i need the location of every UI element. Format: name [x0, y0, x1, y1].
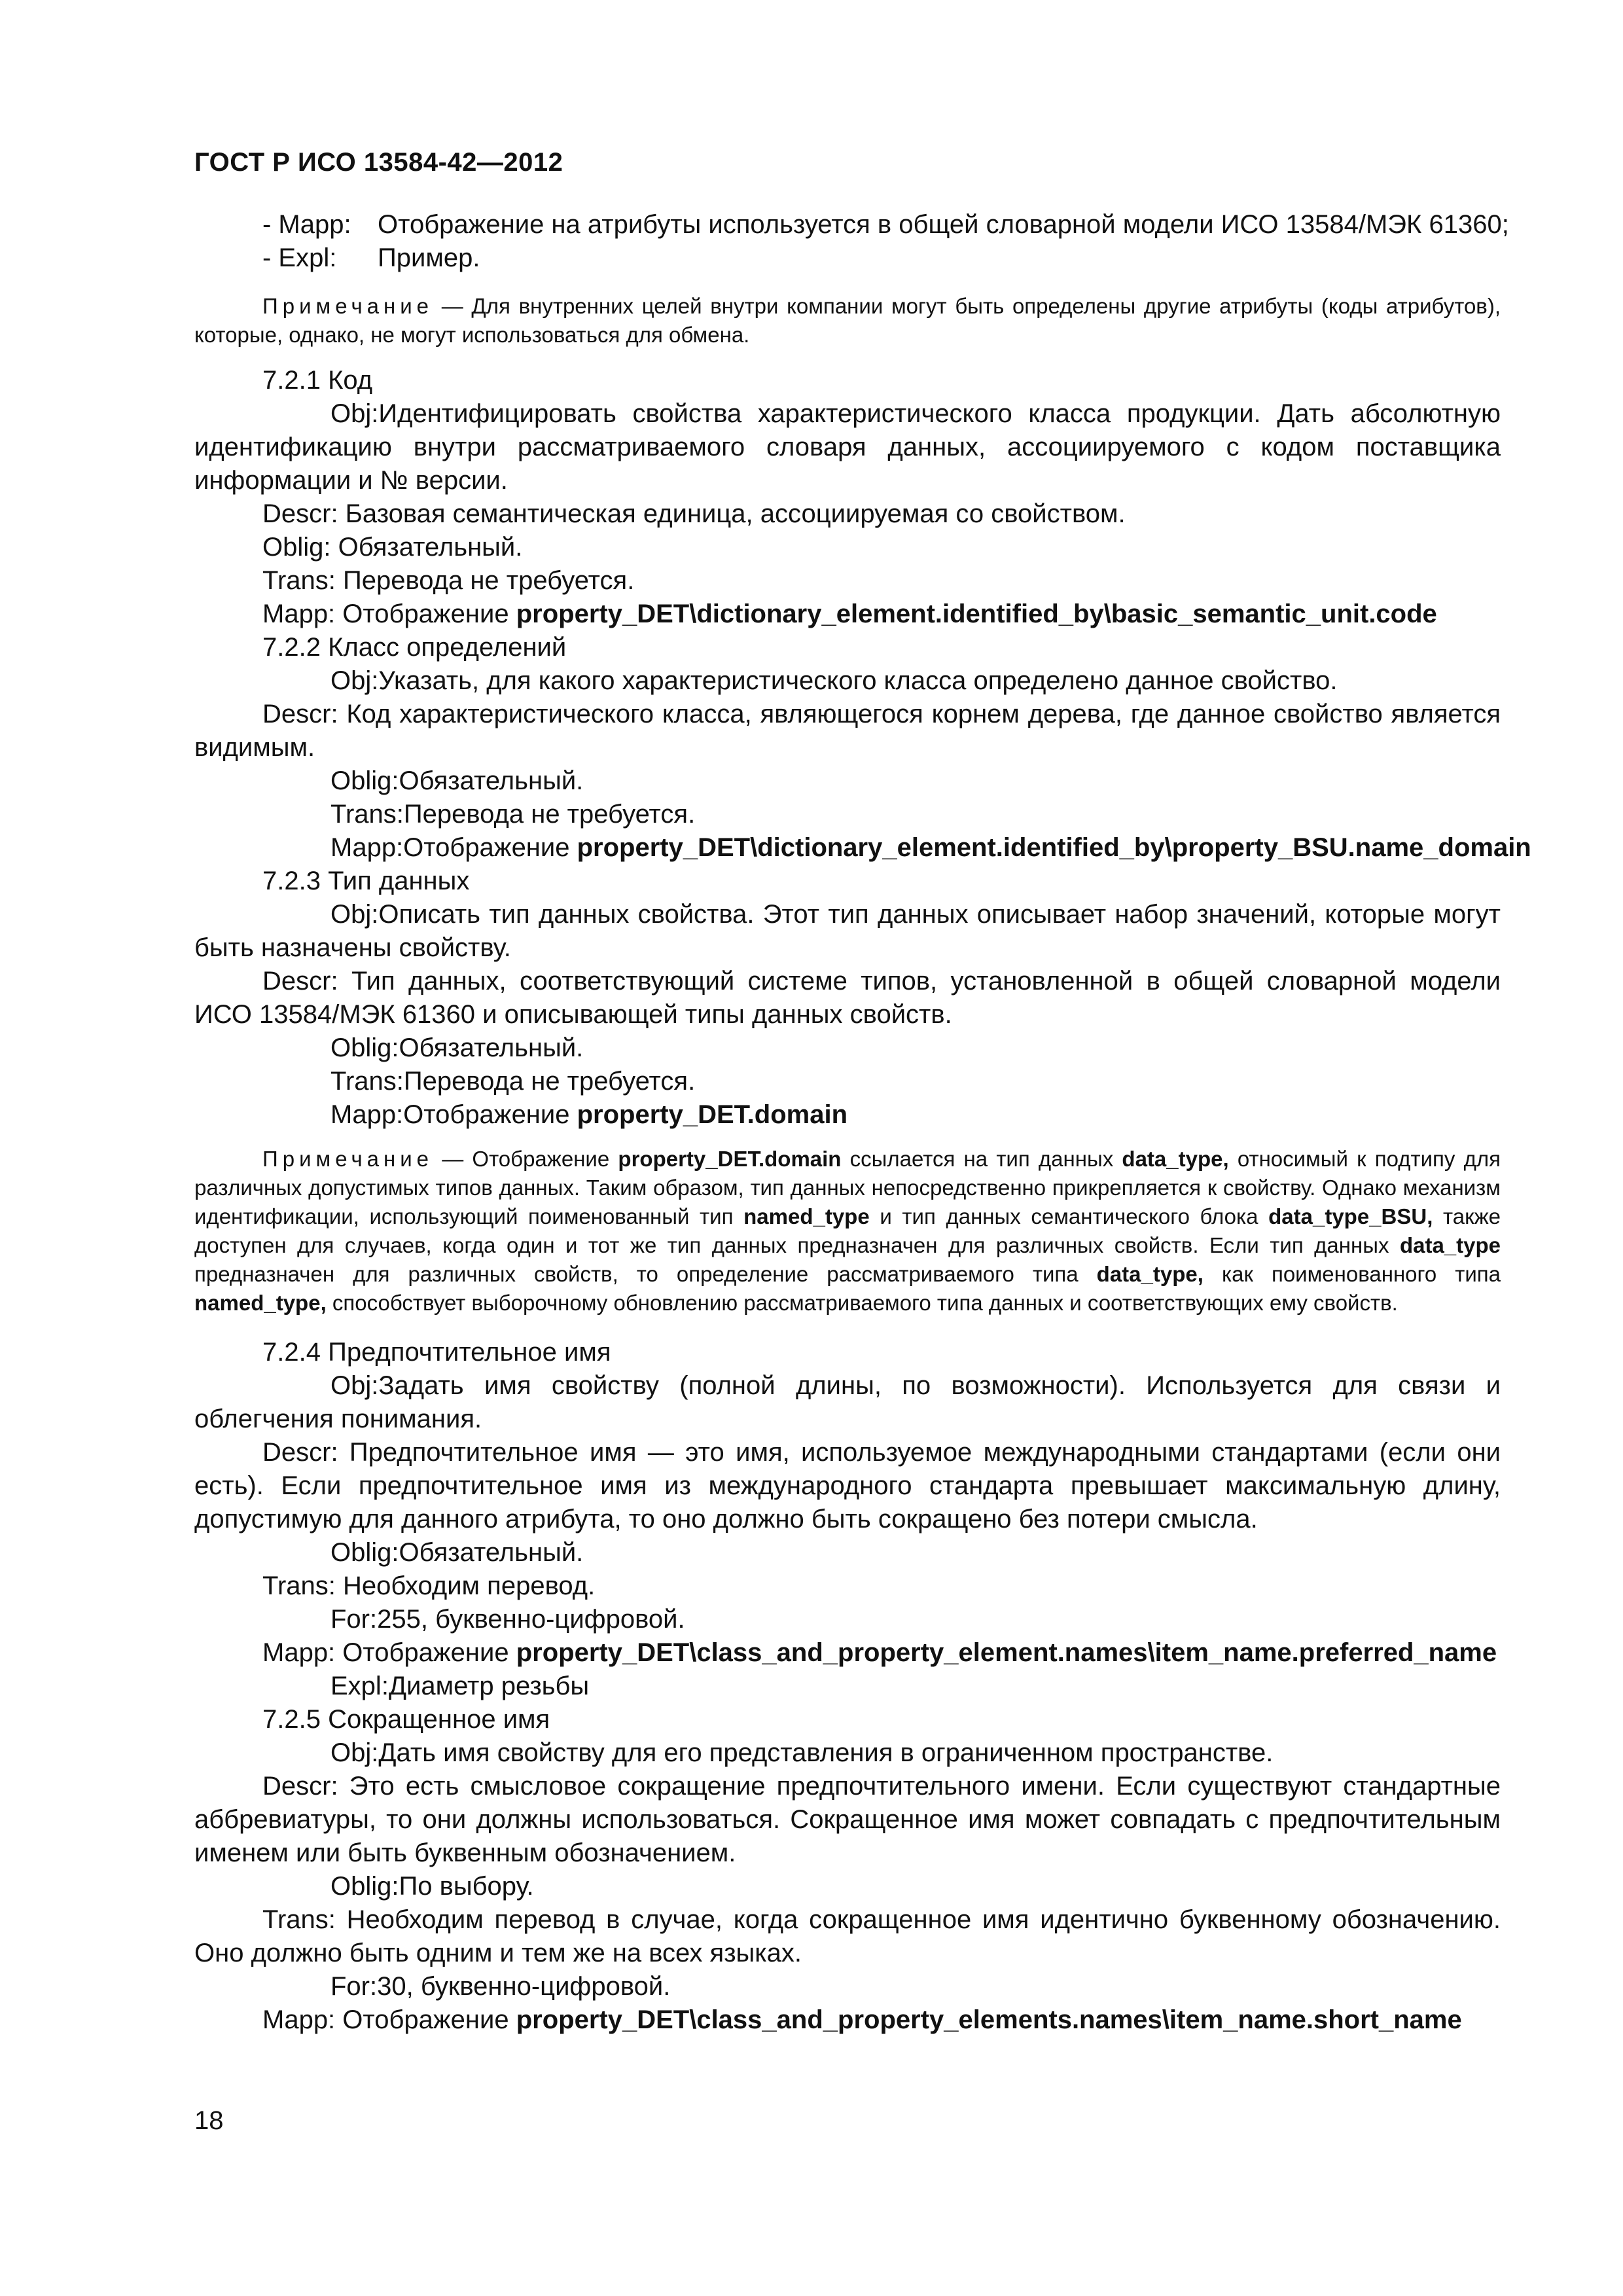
- trans-paragraph: Trans: Перевода не требуется.: [262, 566, 635, 595]
- field-value: 30, буквенно-цифровой.: [377, 1972, 671, 2001]
- note: [194, 292, 1501, 350]
- oblig-paragraph: [194, 764, 1501, 798]
- mapp-prefix: Отображение: [403, 1100, 577, 1129]
- note-text: также доступен для случаев, когда один и тот же тип данных предназначен для различных свойств. Если тип данных: [194, 1204, 1501, 1257]
- field-key: Mapp:: [330, 833, 404, 862]
- page-number: 18: [194, 2106, 224, 2135]
- for-paragraph: [194, 1603, 1501, 1636]
- mapp-path: property_DET\class_and_property_element.names\item_name.preferred_name: [516, 1638, 1497, 1667]
- mapp-path: property_DET.domain: [577, 1100, 848, 1129]
- field-value: По выбору.: [399, 1872, 534, 1901]
- field-value: Обязательный.: [399, 1538, 584, 1567]
- item-key: - Expl:: [262, 243, 337, 272]
- item-text: Отображение на атрибуты используется в общей словарной модели ИСО 13584/МЭК 61360;: [378, 210, 1509, 239]
- trans-paragraph: Trans: Необходим перевод.: [262, 1571, 596, 1600]
- field-value: Диаметр резьбы: [388, 1672, 590, 1700]
- item-key: - Mapp:: [262, 210, 351, 239]
- mapp-paragraph: [194, 1636, 1501, 1670]
- mapp-prefix: Отображение: [403, 833, 577, 862]
- oblig-paragraph: [194, 1031, 1501, 1065]
- field-value: Описать тип данных свойства. Этот тип данных описывает набор значений, которые могут быть назначены свойству.: [194, 900, 1501, 962]
- section-heading-7-2-3: 7.2.3 Тип данных: [262, 867, 470, 895]
- descr-paragraph: Descr: Базовая семантическая единица, ассоциируемая со свойством.: [262, 499, 1126, 528]
- descr-paragraph: Descr: Это есть смысловое сокращение предпочтительного имени. Если существуют стандартные аббревиатуры, то они должны использоваться. Сокращенное имя может совпадать с предпочтительным именем или быть буквенным обозначением.: [194, 1772, 1501, 1867]
- trans-paragraph: [194, 1065, 1501, 1098]
- mapp-path: property_DET\dictionary_element.identified_by\basic_semantic_unit.code: [516, 600, 1437, 628]
- descr-paragraph: Descr: Предпочтительное имя — это имя, используемое международными стандартами (если они есть). Если предпочтительное имя из международного стандарта превышает максимальную длину, допустимую для данного атрибута, то оно должно быть сокращено без потери смысла.: [194, 1438, 1501, 1534]
- obj-paragraph: [194, 397, 1501, 497]
- field-key: For:: [330, 1605, 378, 1634]
- field-value: Перевода не требуется.: [403, 1067, 696, 1096]
- mapp-paragraph: [194, 598, 1501, 631]
- mapp-path: property_DET\dictionary_element.identified_by\property_BSU.name_domain: [577, 833, 1531, 862]
- trans-paragraph: [194, 798, 1501, 831]
- document-header: ГОСТ Р ИСО 13584-42—2012: [194, 148, 563, 177]
- obj-paragraph: [194, 1736, 1501, 1770]
- field-value: 255, буквенно-цифровой.: [377, 1605, 685, 1634]
- field-key: Oblig:: [330, 766, 399, 795]
- oblig-paragraph: Oblig: Обязательный.: [262, 533, 523, 562]
- note-text: относимый к подтипу для различных допустимых типов данных. Таким образом, тип данных непосредственно прикрепляется к свойству. Однако механизм идентификации, использующий поименованный тип: [194, 1147, 1501, 1229]
- descr-paragraph: Descr: Код характеристического класса, являющегося корнем дерева, где данное свойство является видимым.: [194, 700, 1501, 762]
- field-key: Oblig:: [330, 1033, 399, 1062]
- note-label: Примечание: [262, 294, 434, 318]
- for-paragraph: [194, 1970, 1501, 2003]
- field-value: Дать имя свойству для его представления в ограниченном пространстве.: [378, 1738, 1274, 1767]
- field-key: Obj:: [330, 900, 379, 929]
- mapp-prefix: Mapp: Отображение: [262, 600, 516, 628]
- section-heading-7-2-1: 7.2.1 Код: [262, 366, 373, 395]
- note-term: named_type: [743, 1204, 870, 1229]
- oblig-paragraph: [194, 1870, 1501, 1903]
- note-term: property_DET.domain: [618, 1147, 842, 1171]
- section-heading-7-2-5: 7.2.5 Сокращенное имя: [262, 1705, 550, 1734]
- item-text: Пример.: [378, 243, 480, 272]
- section-heading-7-2-2: 7.2.2 Класс определений: [262, 633, 567, 662]
- obj-paragraph: [194, 898, 1501, 965]
- field-key: Expl:: [330, 1672, 389, 1700]
- mapp-path: property_DET\class_and_property_elements.names\item_name.short_name: [516, 2005, 1462, 2034]
- note-text: как поименованного типа: [1203, 1262, 1501, 1286]
- field-key: Mapp:: [330, 1100, 404, 1129]
- section-heading-7-2-4: 7.2.4 Предпочтительное имя: [262, 1338, 611, 1367]
- field-key: Obj:: [330, 1738, 379, 1767]
- note-text: предназначен для различных свойств, то определение рассматриваемого типа: [194, 1262, 1097, 1286]
- note: [194, 1145, 1501, 1318]
- note-text: и тип данных семантического блока: [869, 1204, 1269, 1229]
- mapp-prefix: Mapp: Отображение: [262, 2005, 516, 2034]
- field-key: Obj:: [330, 666, 379, 695]
- note-term: data_type: [1399, 1233, 1501, 1257]
- field-key: Oblig:: [330, 1538, 399, 1567]
- note-term: data_type_BSU,: [1268, 1204, 1433, 1229]
- descr-paragraph: Descr: Тип данных, соответствующий системе типов, установленной в общей словарной модели ИСО 13584/МЭК 61360 и описывающей типы данных свойств.: [194, 967, 1501, 1029]
- field-key: For:: [330, 1972, 378, 2001]
- note-term: named_type,: [194, 1291, 327, 1315]
- field-key: Trans:: [330, 1067, 404, 1096]
- note-term: data_type,: [1122, 1147, 1229, 1171]
- field-value: Перевода не требуется.: [403, 800, 696, 829]
- field-value: Указать, для какого характеристического класса определено данное свойство.: [378, 666, 1338, 695]
- note-text: ссылается на тип данных: [841, 1147, 1122, 1171]
- field-key: Trans:: [330, 800, 404, 829]
- note-text: — Отображение: [433, 1147, 618, 1171]
- mapp-prefix: Mapp: Отображение: [262, 1638, 516, 1667]
- mapp-paragraph: [194, 1098, 1501, 1132]
- field-value: Обязательный.: [399, 1033, 584, 1062]
- obj-paragraph: [194, 1369, 1501, 1436]
- mapp-item: [262, 208, 1509, 242]
- note-text: способствует выборочному обновлению рассматриваемого типа данных и соответствующих ему свойств.: [326, 1291, 1398, 1315]
- mapp-paragraph: [194, 831, 1531, 865]
- field-key: Obj:: [330, 1371, 379, 1400]
- note-text: — Для внутренних целей внутри компании могут быть определены другие атрибуты (коды атрибутов), которые, однако, не могут использоваться для обмена.: [194, 294, 1501, 347]
- oblig-paragraph: [194, 1536, 1501, 1570]
- field-value: Задать имя свойству (полной длины, по возможности). Используется для связи и облегчения понимания.: [194, 1371, 1501, 1433]
- obj-paragraph: [194, 664, 1501, 698]
- field-key: Oblig:: [330, 1872, 399, 1901]
- expl-paragraph: [194, 1670, 1501, 1703]
- document-body: [194, 208, 1531, 2037]
- field-key: Obj:: [330, 399, 379, 428]
- mapp-paragraph: [194, 2003, 1501, 2037]
- field-value: Идентифицировать свойства характеристического класса продукции. Дать абсолютную идентификацию внутри рассматриваемого словаря данных, ассоциируемого с кодом поставщика информации и № версии.: [194, 399, 1501, 495]
- note-term: data_type,: [1096, 1262, 1204, 1286]
- field-value: Обязательный.: [399, 766, 584, 795]
- trans-paragraph: Trans: Необходим перевод в случае, когда сокращенное имя идентично буквенному обозначению. Оно должно быть одним и тем же на всех языках.: [194, 1905, 1501, 1967]
- expl-item: [262, 242, 1501, 275]
- note-label: Примечание: [262, 1147, 434, 1171]
